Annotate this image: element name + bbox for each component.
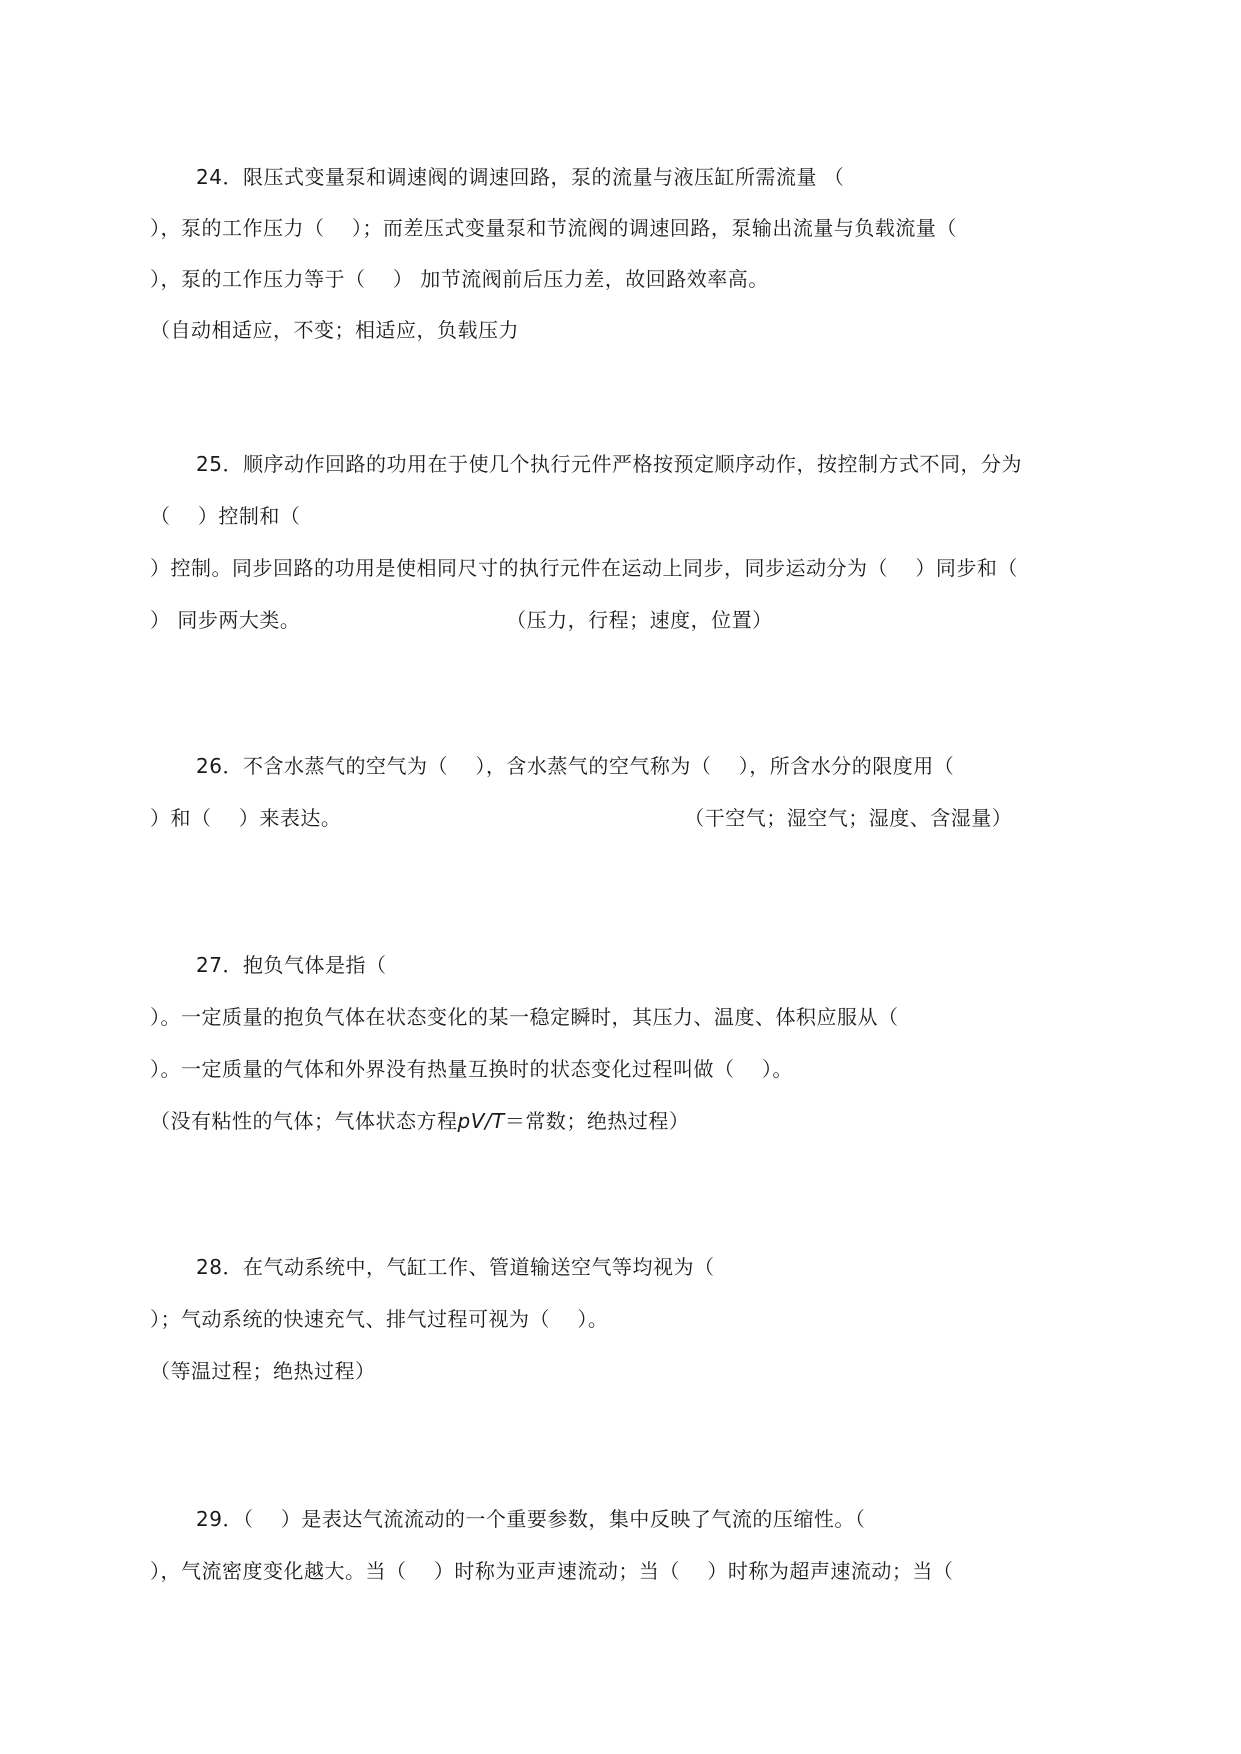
- q29-line-2: ），气流密度变化越大。当（ ）时称为亚声速流动；当（ ）时称为超声速流动；当（: [150, 1559, 954, 1583]
- q25-line-3: ）控制。同步回路的功用是使相同尺寸的执行元件在运动上同步，同步运动分为（ ）同步和（: [150, 556, 1018, 580]
- q24-answer: （自动相适应，不变；相适应，负载压力: [150, 318, 519, 342]
- q27-answer-formula: pV/T: [457, 1109, 505, 1133]
- q28-line-2: ）；气动系统的快速充气、排气过程可视为（ ）。: [150, 1307, 609, 1331]
- q27-line-3: ）。一定质量的气体和外界没有热量互换时的状态变化过程叫做（ ）。: [150, 1057, 793, 1081]
- q25-line-1: 25．顺序动作回路的功用在于使几个执行元件严格按预定顺序动作，按控制方式不同，分为: [196, 452, 1022, 476]
- q27-line-2: ）。一定质量的抱负气体在状态变化的某一稳定瞬时，其压力、温度、体积应服从（: [150, 1005, 899, 1029]
- q28-answer: （等温过程；绝热过程）: [150, 1359, 376, 1383]
- q26-line-1: 26．不含水蒸气的空气为（ ），含水蒸气的空气称为（ ），所含水分的限度用（: [196, 754, 955, 778]
- q26-line-2: ）和（ ）来表达。 （干空气；湿空气；湿度、含湿量）: [150, 806, 1013, 830]
- q29-line-1: 29．（ ）是表达气流流动的一个重要参数，集中反映了气流的压缩性。（: [196, 1507, 866, 1531]
- q24-line-2: ），泵的工作压力（ ）；而差压式变量泵和节流阀的调速回路，泵输出流量与负载流量（: [150, 216, 957, 240]
- q27-line-1: 27．抱负气体是指（: [196, 953, 387, 977]
- q25-line-4: ） 同步两大类。 （压力，行程；速度，位置）: [150, 608, 773, 632]
- q27-answer: [150, 1107, 689, 1135]
- q24-line-1: 24．限压式变量泵和调速阀的调速回路，泵的流量与液压缸所需流量 （: [196, 165, 845, 189]
- q25-line-2: （ ）控制和（: [150, 504, 301, 528]
- q28-line-1: 28．在气动系统中，气缸工作、管道输送空气等均视为（: [196, 1255, 715, 1279]
- q24-line-3: ），泵的工作压力等于（ ） 加节流阀前后压力差，故回路效率高。: [150, 267, 769, 291]
- q27-answer-suffix: ＝常数；绝热过程）: [504, 1109, 690, 1133]
- q27-answer-prefix: （没有粘性的气体；气体状态方程: [150, 1109, 458, 1133]
